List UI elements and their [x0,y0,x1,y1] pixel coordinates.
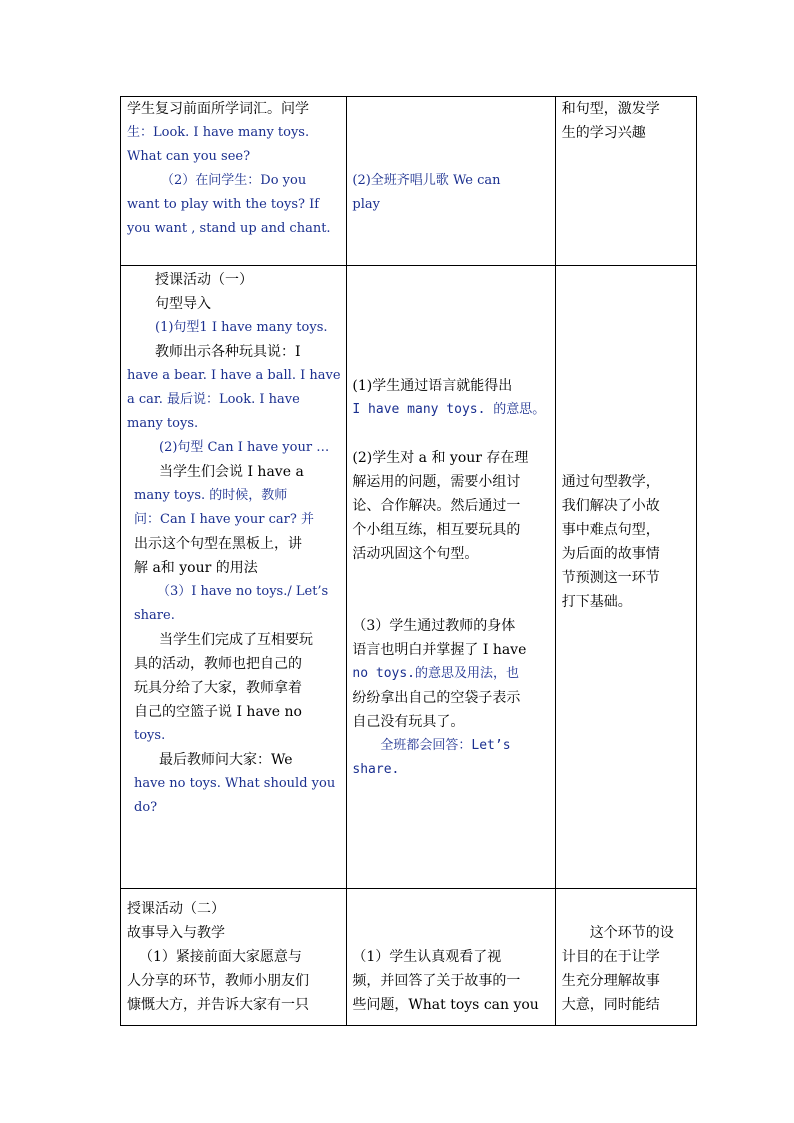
design-intent-cell [555,889,696,1026]
text-line: 授课活动（一） [155,272,253,288]
student-activity-cell [347,889,555,1026]
text-line: 打下基础。 [561,594,632,610]
teacher-activity-cell [121,889,347,1026]
text-line: 计目的在于让学 [561,949,660,965]
text-line: share. [134,608,175,623]
lesson-plan-table [120,96,697,1026]
text-line: 出示这个句型在黑板上，讲 [134,536,302,552]
text-line: （3）I have no toys./ Let’s [157,584,329,599]
design-intent-cell [555,266,696,889]
table-row [121,266,697,889]
text-line: 解运用的问题，需要小组讨 [352,474,521,490]
text-line: toys. [134,728,166,743]
student-activity-cell [347,97,555,266]
text-line: 活动巩固这个句型。 [352,546,479,562]
text-line: 生充分理解故事 [561,973,660,989]
design-intent-cell [555,97,696,266]
text-line: I have many toys. 的意思。 [352,402,546,417]
table-row [121,97,697,266]
text-line: have a bear. I have a ball. I have [127,368,341,383]
teacher-activity-cell [121,266,347,889]
text-line: 和句型，激发学 [561,101,660,117]
text-line: 事中难点句型， [561,522,660,538]
text-line: 自己没有玩具了。 [352,714,465,730]
text-line: （1）学生认真观看了视 [352,949,502,965]
text-line: 全班都会回答：Let’s [380,738,511,753]
text-line: 大意，同时能结 [561,997,660,1013]
student-activity-cell [347,266,555,889]
text-line: 生：Look. I have many toys. [127,125,310,140]
text-line: (1)学生通过语言就能得出 [352,378,513,394]
text-line: 自己的空篮子说 I have no [134,704,302,720]
text-line: 为后面的故事情 [561,546,660,562]
text-line: 具的活动，教师也把自己的 [134,656,302,672]
text-line: you want , stand up and chant. [127,221,331,236]
text-line: 生的学习兴趣 [561,125,646,141]
text-line: （2）在问学生：Do you [161,173,307,188]
text-line: 授课活动（二） [127,901,225,917]
text-line: 语言也明白并掌握了 I have [352,642,527,658]
text-line: 最后教师问大家：We [159,752,293,768]
text-line: 学生复习前面所学词汇。问学 [127,101,309,117]
text-line: 故事导入与教学 [127,925,225,941]
text-fragment: 些问题，What toys can you [352,997,539,1013]
text-line: have no toys. What should you [134,776,336,791]
text-line: (2)全班齐唱儿歌 We can [352,173,501,188]
text-line: 问：Can I have your car? 并 [134,512,315,527]
text-line: many toys. [127,416,199,431]
text-line: (1)句型1 I have many toys. [155,320,328,335]
text-line: 个小组互练，相互要玩具的 [352,522,521,538]
text-line: many toys. 的时候，教师 [134,488,288,503]
text-line: 玩具分给了大家，教师拿着 [134,680,302,696]
table-row [121,889,697,1026]
text-line: no toys.的意思及用法，也 [352,666,520,681]
text-line: 频，并回答了关于故事的一 [352,973,521,989]
text-line: 纷纷拿出自己的空袋子表示 [352,690,521,706]
text-line [352,993,538,1017]
text-line: a car. 最后说：Look. I have [127,392,300,407]
text-line: What can you see? [127,149,251,164]
text-line: 节预测这一环节 [561,570,660,586]
text-line: 人分享的环节，教师小朋友们 [127,973,309,989]
text-line: 解 a和 your 的用法 [134,560,258,576]
text-line: 慷慨大方，并告诉大家有一只 [127,997,309,1013]
text-line: 这个环节的设 [589,925,674,941]
text-line: （1）紧接前面大家愿意与 [139,949,302,965]
text-line: share. [352,762,400,777]
text-line: do? [134,800,158,815]
text-line: 当学生们完成了互相要玩 [159,632,313,648]
text-line: play [352,197,380,212]
text-line: 我们解决了小故 [561,498,660,514]
text-line: (2)句型 Can I have your … [159,440,330,455]
text-line: 教师出示各种玩具说：I [155,344,301,360]
text-line: 句型导入 [155,296,211,312]
text-line: want to play with the toys? If [127,197,320,212]
text-line: (2)学生对 a 和 your 存在理 [352,450,529,466]
text-line: （3）学生通过教师的身体 [352,618,516,634]
teacher-activity-cell [121,97,347,266]
text-line: 当学生们会说 I have a [159,464,304,480]
text-line: 通过句型教学， [561,474,660,490]
text-line: 论、合作解决。然后通过一 [352,498,521,514]
